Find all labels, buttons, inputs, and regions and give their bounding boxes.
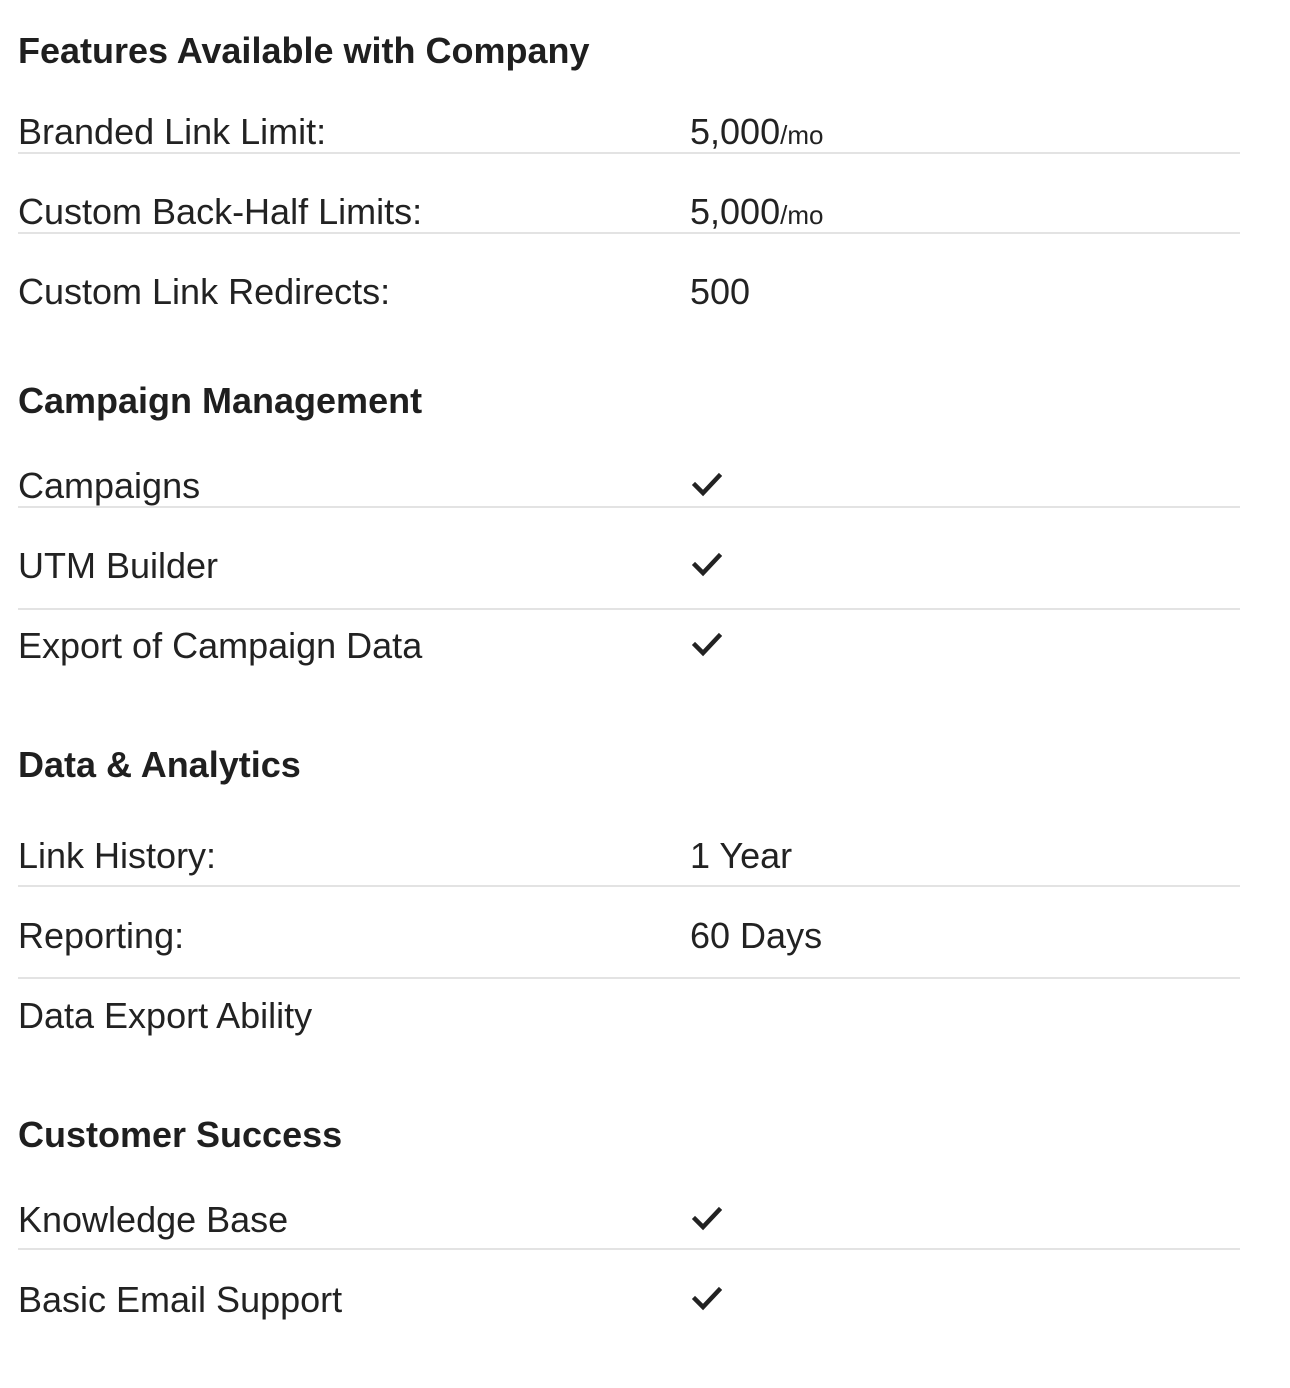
feature-row bbox=[18, 626, 1240, 666]
feature-label: Link History: bbox=[18, 835, 217, 876]
feature-value: 5,000/mo bbox=[690, 111, 824, 152]
feature-label: Campaigns bbox=[18, 465, 201, 506]
feature-label: Custom Back-Half Limits: bbox=[18, 191, 423, 232]
checkmark-icon bbox=[692, 472, 722, 498]
section-title-customer-success: Customer Success bbox=[18, 1114, 343, 1155]
feature-row bbox=[18, 272, 1240, 312]
feature-label: UTM Builder bbox=[18, 545, 219, 586]
feature-row bbox=[18, 112, 1240, 154]
feature-value: 500 bbox=[690, 271, 751, 312]
feature-row bbox=[18, 996, 1240, 1036]
feature-label: Knowledge Base bbox=[18, 1199, 289, 1240]
checkmark-icon bbox=[692, 632, 722, 658]
feature-row bbox=[18, 836, 1240, 887]
feature-label: Branded Link Limit: bbox=[18, 111, 327, 152]
feature-label: Basic Email Support bbox=[18, 1279, 343, 1320]
section-title-features: Features Available with Company bbox=[18, 30, 590, 71]
feature-row bbox=[18, 192, 1240, 234]
feature-label: Data Export Ability bbox=[18, 995, 313, 1036]
checkmark-icon bbox=[692, 552, 722, 578]
checkmark-icon bbox=[692, 1286, 722, 1312]
feature-value: 60 Days bbox=[690, 915, 823, 956]
checkmark-icon bbox=[692, 1206, 722, 1232]
feature-value: 1 Year bbox=[690, 835, 793, 876]
feature-row bbox=[18, 466, 1240, 508]
feature-row bbox=[18, 916, 1240, 979]
feature-row bbox=[18, 1200, 1240, 1250]
feature-label: Custom Link Redirects: bbox=[18, 271, 391, 312]
feature-row bbox=[18, 1280, 1240, 1320]
section-title-data-analytics: Data & Analytics bbox=[18, 744, 301, 785]
feature-row bbox=[18, 546, 1240, 610]
feature-label: Export of Campaign Data bbox=[18, 625, 423, 666]
feature-label: Reporting: bbox=[18, 915, 185, 956]
section-title-campaign-management: Campaign Management bbox=[18, 380, 423, 421]
feature-value: 5,000/mo bbox=[690, 191, 824, 232]
